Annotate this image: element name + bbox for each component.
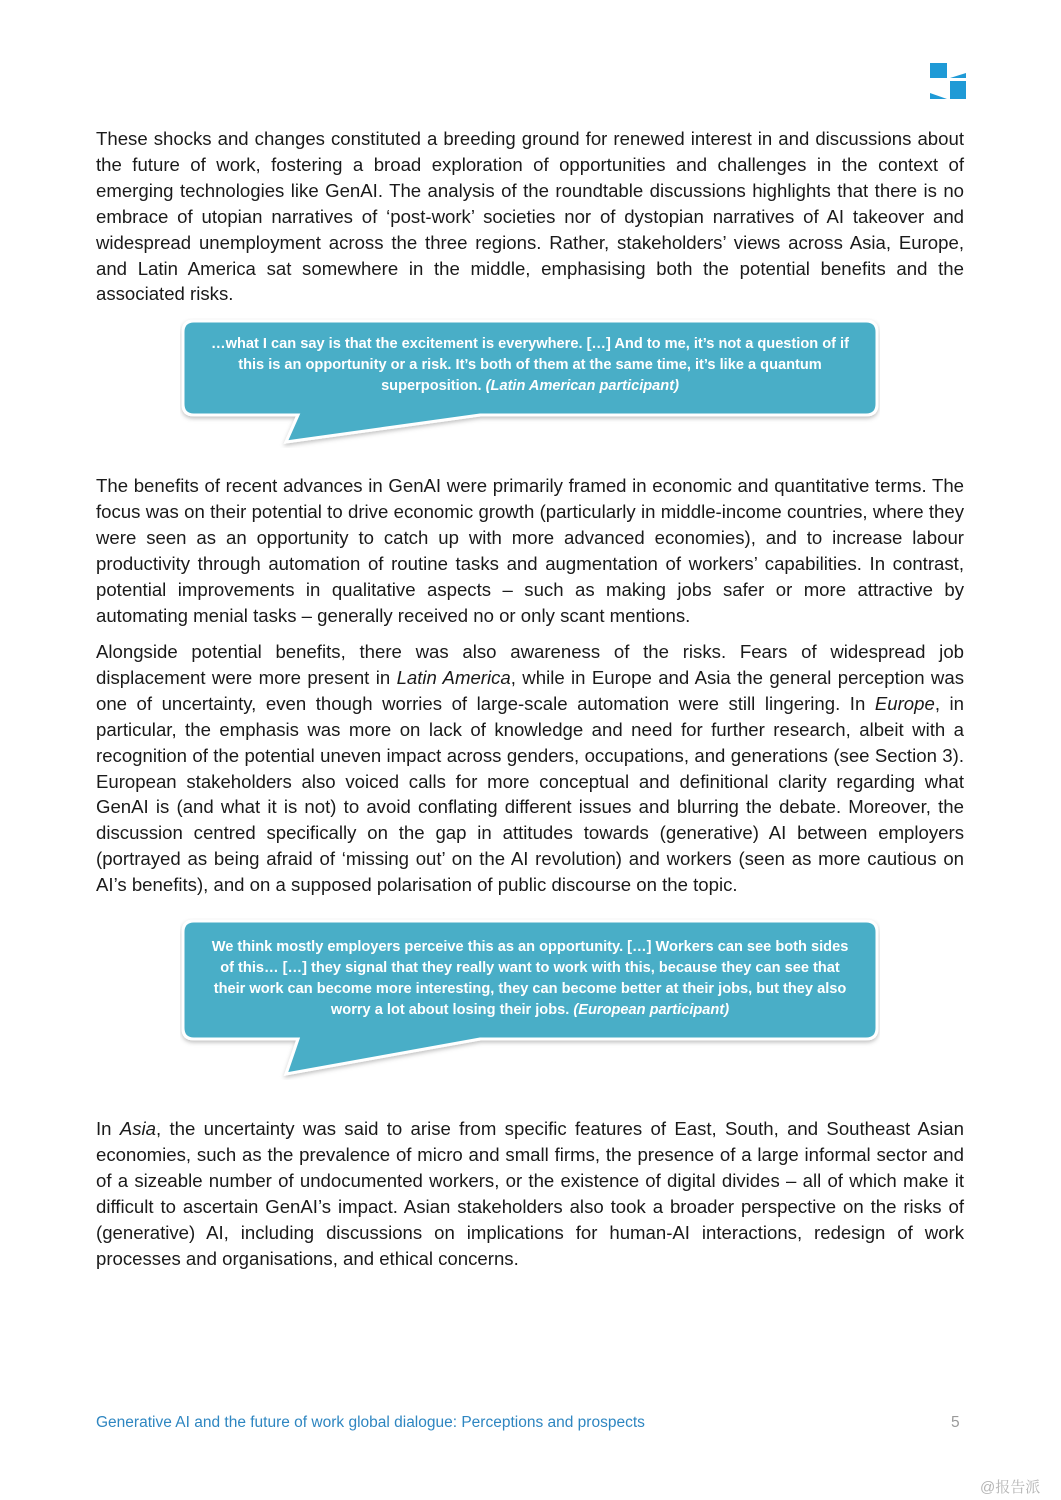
quote-text-europe <box>204 937 856 1021</box>
text-run: In <box>96 1118 120 1139</box>
quote-callout-europe <box>180 918 880 1080</box>
text-run: Alongside potential benefits, there was also awareness of the risks. Fears of widespread job displacement were more present in <box>96 641 964 688</box>
quote-attribution: (Latin American participant) <box>485 378 679 394</box>
text-run: , the uncertainty was said to arise from specific features of East, South, and Southeast Asian economies, such as the prevalence of micro and small firms, the presence of a large informal sector and of a sizeable number of undocumented workers, or the existence of digital divides – all of which make it difficult to ascertain GenAI’s impact. Asian stakeholders also took a broader perspective on the risks of (generative) AI, including discussions on implications for human-AI interactions, redesign of work processes and organisations, and ethical concerns. <box>96 1118 964 1269</box>
paragraph-benefits: The benefits of recent advances in GenAI were primarily framed in economic and quantitative terms. The focus was on their potential to drive economic growth (particularly in middle-income countries, where they were seen as an opportunity to catch up with more advanced economies), and to increase labour productivity through automation of routine tasks and augmentation of workers’ capabilities. In contrast, potential improvements in qualitative aspects – such as making jobs safer or more attractive by automating menial tasks – generally received no or only scant mentions. <box>96 475 964 626</box>
quote-body: …what I can say is that the excitement is everywhere. […] And to me, it’s not a question of if this is an opportunity or a risk. It’s both of them at the same time, it’s like a quantum superposition. <box>211 336 849 394</box>
emphasis-europe: Europe <box>874 692 935 714</box>
quote-body: We think mostly employers perceive this as an opportunity. […] Workers can see both sides of this… […] they signal that they really want to work with this, because they can see that their work can become more interesting, they can become better at their jobs, but they also worry a lot about losing their jobs. <box>211 939 849 1018</box>
text-run: , in particular, the emphasis was more on lack of knowledge and need for further research, albeit with a recognition of the potential uneven impact across genders, occupations, and generations (see Section 3). European stakeholders also voiced calls for more conceptual and definitional clarity regarding what GenAI is (and what it is not) to avoid conflating different issues and blurring the debate. Moreover, the discussion centred specifically on the gap in attitudes towards (generative) AI between employers (portrayed as being afraid of ‘missing out’ on the AI revolution) and workers (seen as more cautious on AI’s benefits), and on a supposed polarisation of public discourse on the topic. <box>96 692 964 896</box>
footer-title: Generative AI and the future of work global dialogue: Perceptions and prospects <box>96 1414 645 1431</box>
page-number: 5 <box>951 1414 960 1431</box>
quote-text-latam <box>204 334 856 397</box>
publisher-logo <box>930 63 966 99</box>
emphasis-asia: Asia <box>119 1118 156 1139</box>
quote-attribution: (European participant) <box>573 1002 730 1018</box>
logo-icon <box>930 63 966 99</box>
quote-callout-latam <box>180 318 880 448</box>
paragraph-risks <box>96 639 964 898</box>
text-run: , while in Europe and Asia the general perception was one of uncertainty, even though worries of large-scale automation were still lingering. In <box>96 666 964 714</box>
paragraph-intro: These shocks and changes constituted a breeding ground for renewed interest in and discussions about the future of work, fostering a broad exploration of opportunities and challenges in the context of emerging technologies like GenAI. The analysis of the roundtable discussions highlights that there is no embrace of utopian narratives of ‘post-work’ societies nor of dystopian narratives of AI takeover and widespread unemployment across the three regions. Rather, stakeholders’ views across Asia, Europe, and Latin America sat somewhere in the middle, emphasising both the potential benefits and the associated risks. <box>96 128 964 305</box>
watermark: @报告派 <box>980 1479 1041 1496</box>
emphasis-latin-america: Latin America <box>396 666 511 688</box>
paragraph-asia <box>96 1116 964 1271</box>
